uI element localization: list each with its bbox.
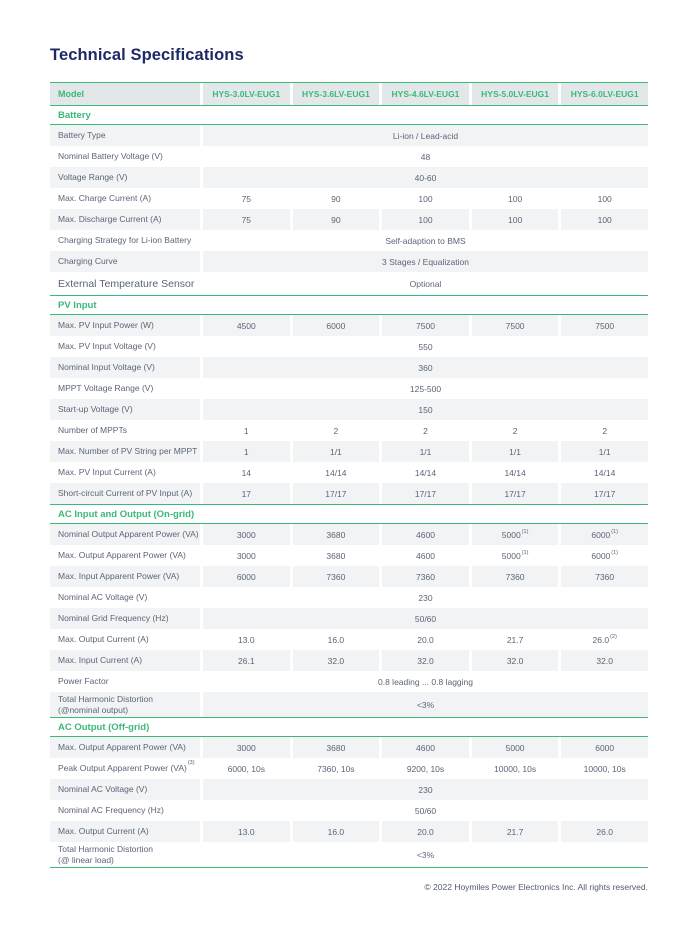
spec-label xyxy=(50,357,200,378)
spec-label xyxy=(50,587,200,608)
spec-label xyxy=(50,629,200,650)
spec-value: 6000 xyxy=(203,566,290,587)
spec-row xyxy=(50,272,648,295)
spec-label xyxy=(50,524,200,545)
spec-value: 5000 $^{(1)}$ xyxy=(472,524,559,545)
spec-value: 7360 xyxy=(561,566,648,587)
spec-value: 3000 xyxy=(203,737,290,758)
spec-label-text: Max. Input Apparent Power (VA) xyxy=(58,571,180,582)
spec-label xyxy=(50,566,200,587)
spec-label xyxy=(50,800,200,821)
spec-row xyxy=(50,587,648,608)
spec-value: 2 xyxy=(602,425,608,436)
spec-value: 100 xyxy=(472,209,559,230)
spec-label xyxy=(50,779,200,800)
spec-label xyxy=(50,483,200,504)
spec-value: 32.0 xyxy=(382,650,469,671)
spec-value: 125-500 xyxy=(409,383,442,394)
spec-row xyxy=(50,737,648,758)
spec-value: 100 xyxy=(561,209,648,230)
spec-label-text: Peak Output Apparent Power (VA)$^{(3)}$ xyxy=(58,760,195,774)
spec-value: 1/1 xyxy=(382,441,469,462)
spec-label xyxy=(50,230,200,251)
spec-value: 2 xyxy=(512,425,518,436)
spec-row xyxy=(50,842,648,867)
spec-value: 7500 xyxy=(561,315,648,336)
spec-label-text: Short-circuit Current of PV Input (A) xyxy=(58,488,193,499)
spec-value: 9200, 10s xyxy=(406,763,445,774)
spec-value: 6000 $^{(1)}$ xyxy=(561,524,648,545)
spec-label xyxy=(50,146,200,167)
spec-value: 17/17 xyxy=(472,483,559,504)
spec-value: 3000 xyxy=(236,550,256,561)
spec-value: 100 xyxy=(508,193,523,204)
spec-label xyxy=(50,821,200,842)
spec-label xyxy=(50,842,200,867)
section-title-row xyxy=(50,105,648,125)
spec-row xyxy=(50,336,648,357)
spec-value: 14/14 xyxy=(325,467,347,478)
spec-value: Optional xyxy=(409,278,442,289)
label-superscript: (3) xyxy=(187,760,195,767)
spec-label-text: Max. Discharge Current (A) xyxy=(58,214,162,225)
spec-value: 1 xyxy=(203,441,290,462)
spec-value: 100 xyxy=(418,193,433,204)
spec-row xyxy=(50,209,648,230)
spec-label-text: Voltage Range (V) xyxy=(58,172,128,183)
spec-value: 40-60 xyxy=(203,167,648,188)
spec-value: 7360 xyxy=(472,566,559,587)
spec-row xyxy=(50,399,648,420)
spec-value: 7360, 10s xyxy=(317,763,355,774)
spec-value: 3680 xyxy=(293,737,380,758)
spec-row xyxy=(50,315,648,336)
spec-row xyxy=(50,441,648,462)
spec-label-text: Max. PV Input Power (W) xyxy=(58,320,154,331)
spec-row xyxy=(50,566,648,587)
spec-label-text: External Temperature Sensor xyxy=(58,277,195,290)
spec-value: 6000 $^{(1)}$ xyxy=(591,549,619,561)
spec-value: 7500 xyxy=(472,315,559,336)
spec-value: 4600 xyxy=(416,550,435,561)
spec-label-text: Power Factor xyxy=(58,676,109,687)
spec-value: 1 xyxy=(243,425,249,436)
spec-row xyxy=(50,378,648,399)
spec-row xyxy=(50,650,648,671)
spec-value: 75 xyxy=(203,209,290,230)
spec-row xyxy=(50,125,648,146)
spec-row xyxy=(50,167,648,188)
spec-value: 90 xyxy=(293,209,380,230)
spec-value: 0.8 leading ... 0.8 lagging xyxy=(378,676,473,687)
spec-label xyxy=(50,692,200,717)
spec-label-text: Max. Output Current (A) xyxy=(58,826,149,837)
spec-label-text: Start-up Voltage (V) xyxy=(58,404,133,415)
spec-label-text: Nominal AC Frequency (Hz) xyxy=(58,805,164,816)
model-column-header: HYS-5.0LV-EUG1 xyxy=(472,83,559,105)
spec-value: 7360 xyxy=(293,566,380,587)
spec-row xyxy=(50,692,648,717)
spec-value: 48 xyxy=(420,151,431,162)
model-column-header: HYS-6.0LV-EUG1 xyxy=(561,83,648,105)
section-title: AC Output (Off-grid) xyxy=(58,721,150,733)
spec-label-text: Nominal AC Voltage (V) xyxy=(58,592,148,603)
spec-label-text: Nominal Output Apparent Power (VA) xyxy=(58,529,199,540)
spec-value: 32.0 xyxy=(561,650,648,671)
spec-label xyxy=(50,188,200,209)
spec-label-text: Max. PV Input Voltage (V) xyxy=(58,341,156,352)
spec-row xyxy=(50,524,648,545)
section-title-row xyxy=(50,717,648,737)
spec-sheet-page xyxy=(50,46,648,892)
spec-row xyxy=(50,545,648,566)
section-title: AC Input and Output (On-grid) xyxy=(58,508,195,520)
spec-value: 4600 xyxy=(382,524,469,545)
spec-value: 4500 xyxy=(203,315,290,336)
spec-row xyxy=(50,779,648,800)
spec-label-text: Number of MPPTs xyxy=(58,425,127,436)
spec-label xyxy=(50,167,200,188)
spec-label xyxy=(50,272,200,295)
spec-row xyxy=(50,188,648,209)
spec-label xyxy=(50,671,200,692)
spec-label-text: Nominal AC Voltage (V) xyxy=(58,784,148,795)
section-title: PV Input xyxy=(58,299,97,311)
spec-value: 14/14 xyxy=(414,467,437,478)
spec-value: 1/1 xyxy=(472,441,559,462)
spec-value: 360 xyxy=(203,357,648,378)
spec-row xyxy=(50,357,648,378)
spec-row xyxy=(50,146,648,167)
spec-value: 6000 xyxy=(561,737,648,758)
spec-value: 7360 xyxy=(382,566,469,587)
spec-value: 14/14 xyxy=(594,467,616,478)
spec-label-text: Max. Output Apparent Power (VA) xyxy=(58,742,186,753)
spec-label xyxy=(50,608,200,629)
spec-row xyxy=(50,483,648,504)
spec-label-text: Battery Type xyxy=(58,130,106,141)
spec-value: 26.0 xyxy=(561,821,648,842)
spec-row xyxy=(50,420,648,441)
spec-label-text: Max. Input Current (A) xyxy=(58,655,143,666)
spec-label-text-line2: (@nominal output) xyxy=(58,704,129,715)
spec-table xyxy=(50,82,648,868)
section-title: Battery xyxy=(58,109,91,121)
spec-label-text: Nominal Input Voltage (V) xyxy=(58,362,155,373)
spec-label xyxy=(50,315,200,336)
spec-label xyxy=(50,399,200,420)
spec-label-text: Charging Strategy for Li-ion Battery xyxy=(58,235,192,246)
model-header-row xyxy=(50,83,648,105)
model-header-label: Model xyxy=(50,83,200,105)
spec-label-text-line2: (@ linear load) xyxy=(58,854,114,865)
spec-value: Li-ion / Lead-acid xyxy=(203,125,648,146)
spec-label xyxy=(50,462,200,483)
spec-label-text: Max. Output Apparent Power (VA) xyxy=(58,550,186,561)
spec-label-text: Max. PV Input Current (A) xyxy=(58,467,156,478)
spec-row xyxy=(50,758,648,779)
spec-value: 50/60 xyxy=(414,805,437,816)
spec-label xyxy=(50,251,200,272)
spec-label-text: Nominal Grid Frequency (Hz) xyxy=(58,613,169,624)
spec-value: 90 xyxy=(331,193,341,204)
spec-label-text: Max. Charge Current (A) xyxy=(58,193,152,204)
spec-row xyxy=(50,629,648,650)
spec-label xyxy=(50,209,200,230)
spec-label-text: MPPT Voltage Range (V) xyxy=(58,383,154,394)
spec-row xyxy=(50,251,648,272)
spec-value: 100 xyxy=(382,209,469,230)
spec-value: 17/17 xyxy=(293,483,380,504)
spec-label-text: Max. Number of PV String per MPPT xyxy=(58,446,198,457)
spec-label-text: Total Harmonic Distortion xyxy=(58,844,153,854)
spec-label xyxy=(50,420,200,441)
spec-row xyxy=(50,230,648,251)
spec-value: 13.0 xyxy=(203,821,290,842)
spec-row xyxy=(50,462,648,483)
spec-row xyxy=(50,608,648,629)
spec-value: 230 xyxy=(418,592,433,603)
model-column-header: HYS-4.6LV-EUG1 xyxy=(382,83,469,105)
spec-value: 14 xyxy=(241,467,252,478)
spec-row xyxy=(50,800,648,821)
section-title-row xyxy=(50,295,648,315)
spec-label xyxy=(50,441,200,462)
spec-value: 32.0 xyxy=(472,650,559,671)
spec-value: 6000, 10s xyxy=(227,763,265,774)
spec-value: 3680 xyxy=(293,524,380,545)
spec-value: 7500 xyxy=(382,315,469,336)
spec-value: 13.0 xyxy=(238,634,255,645)
spec-value: 100 xyxy=(597,193,612,204)
spec-value: 2 xyxy=(423,425,428,436)
spec-value: 75 xyxy=(241,193,252,204)
spec-value: 16.0 xyxy=(327,634,345,645)
spec-label xyxy=(50,336,200,357)
model-column-header: HYS-3.6LV-EUG1 xyxy=(293,83,380,105)
spec-value: <3% xyxy=(203,692,648,717)
spec-value: 32.0 xyxy=(293,650,380,671)
spec-value: 17 xyxy=(203,483,290,504)
spec-label-text: Max. Output Current (A) xyxy=(58,634,149,645)
spec-value: 5000 xyxy=(472,737,559,758)
spec-value: 26.1 xyxy=(203,650,290,671)
page-title: Technical Specifications xyxy=(50,46,244,64)
spec-row xyxy=(50,821,648,842)
spec-label-text: Nominal Battery Voltage (V) xyxy=(58,151,163,162)
spec-value: <3% xyxy=(416,849,435,860)
spec-value: 16.0 xyxy=(293,821,380,842)
spec-label xyxy=(50,125,200,146)
spec-value: 10000, 10s xyxy=(494,763,537,774)
section-title-row xyxy=(50,504,648,524)
spec-value: 20.0 xyxy=(417,634,434,645)
spec-value: 2 xyxy=(333,425,339,436)
spec-value: 50/60 xyxy=(203,608,648,629)
spec-value: 230 xyxy=(203,779,648,800)
spec-value: 4600 xyxy=(382,737,469,758)
spec-row xyxy=(50,671,648,692)
spec-value: 6000 xyxy=(293,315,380,336)
spec-value: 550 xyxy=(418,341,433,352)
spec-value: 21.7 xyxy=(506,634,524,645)
spec-label xyxy=(50,650,200,671)
spec-value: 3000 xyxy=(203,524,290,545)
spec-value: 1/1 xyxy=(293,441,380,462)
spec-label xyxy=(50,545,200,566)
spec-value: 3 Stages / Equalization xyxy=(203,251,648,272)
spec-value: 21.7 xyxy=(472,821,559,842)
spec-value: 10000, 10s xyxy=(583,763,626,774)
spec-label-text: Charging Curve xyxy=(58,256,118,267)
spec-value: Self-adaption to BMS xyxy=(385,235,466,246)
spec-value: 17/17 xyxy=(561,483,648,504)
spec-value: 20.0 xyxy=(382,821,469,842)
spec-label xyxy=(50,737,200,758)
spec-label xyxy=(50,758,200,779)
spec-value: 3680 xyxy=(326,550,346,561)
spec-value: 17/17 xyxy=(382,483,469,504)
spec-label-text: Total Harmonic Distortion xyxy=(58,694,153,704)
spec-value: 26.0 $^{(2)}$ xyxy=(592,633,617,645)
spec-value: 5000 $^{(1)}$ xyxy=(501,549,529,561)
model-column-header: HYS-3.0LV-EUG1 xyxy=(203,83,290,105)
spec-value: 150 xyxy=(203,399,648,420)
spec-value: 14/14 xyxy=(504,467,526,478)
copyright-text: © 2022 Hoymiles Power Electronics Inc. All rights reserved. xyxy=(424,882,648,892)
spec-label xyxy=(50,378,200,399)
spec-value: 1/1 xyxy=(561,441,648,462)
